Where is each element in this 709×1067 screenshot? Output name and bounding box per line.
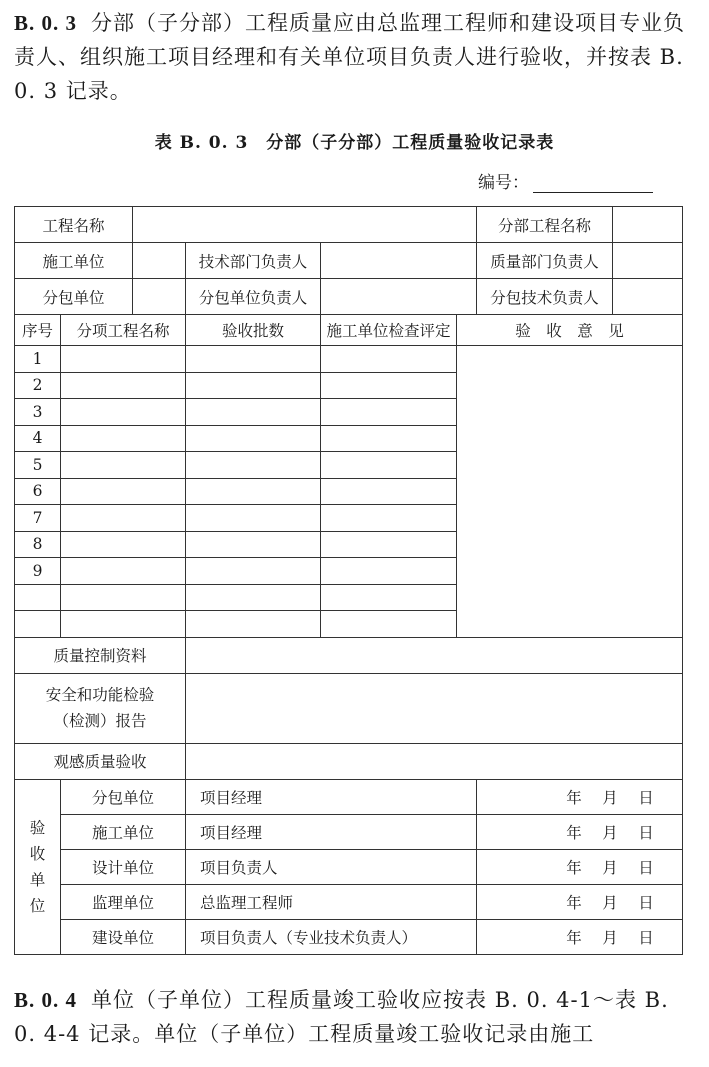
date-m-label: 月 [602,928,618,947]
quality-control-label: 质量控制资料 [15,637,186,673]
acceptance-label-char: 验 [29,818,46,837]
header-row-2 [15,243,683,279]
division-name-value [613,207,683,243]
subcontract-unit-label: 分包单位 [15,279,133,315]
acceptance-unit-name: 监理单位 [61,884,186,919]
intro-clause-number: B. 0. 3 [14,11,78,35]
item-eval-cell [321,452,457,479]
item-eval-cell [321,531,457,558]
item-seq: 4 [15,425,61,452]
item-batch-cell [186,346,321,373]
date-y-label: 年 [566,893,582,912]
intro-paragraph [14,6,697,108]
safety-label-line2: （检测）报告 [53,712,147,730]
table-title: 表 B. 0. 3 分部（子分部）工程质量验收记录表 [154,133,555,153]
safety-label-line1: 安全和功能检验 [45,686,155,704]
item-seq: 9 [15,558,61,585]
date-d-label: 日 [638,893,654,912]
item-seq: 7 [15,505,61,532]
date-y-label: 年 [566,858,582,877]
item-row [15,346,683,373]
subcontract-head-label: 分包单位负责人 [186,279,321,315]
appearance-value [186,743,683,779]
construction-unit-value [133,243,186,279]
item-name-cell [61,558,186,585]
acceptance-unit-name: 设计单位 [61,849,186,884]
col-item-name-header: 分项工程名称 [61,315,186,346]
acceptance-unit-name: 分包单位 [61,779,186,814]
col-check-eval-header: 施工单位检查评定 [321,315,457,346]
item-eval-cell [321,346,457,373]
date-y-label: 年 [566,928,582,947]
acceptance-row [15,849,683,884]
acceptance-unit-name: 施工单位 [61,814,186,849]
item-name-cell [61,372,186,399]
acceptance-row [15,814,683,849]
appearance-label: 观感质量验收 [15,743,186,779]
date-m-label: 月 [602,788,618,807]
item-name-cell [61,399,186,426]
item-name-cell [61,611,186,638]
construction-unit-label: 施工单位 [15,243,133,279]
intro-text: 分部（子分部）工程质量应由总监理工程师和建设项目专业负责人、组织施工项目经理和有关单位项目负责人进行验收，并按表 B. 0. 3 记录。 [14,11,686,103]
item-name-cell [61,478,186,505]
col-opinion-header: 验 收 意 见 [457,315,683,346]
quality-control-row [15,637,683,673]
item-name-cell [61,505,186,532]
item-name-cell [61,584,186,611]
opinion-cell [457,346,683,638]
col-seq-header: 序号 [15,315,61,346]
item-eval-cell [321,558,457,585]
date-m-label: 月 [602,893,618,912]
date-y-label: 年 [566,823,582,842]
date-m-label: 月 [602,823,618,842]
item-seq: 8 [15,531,61,558]
record-number-label: 编号： [478,173,529,193]
acceptance-person-role: 总监理工程师 [186,884,477,919]
date-d-label: 日 [638,858,654,877]
subcontract-tech-head-label: 分包技术负责人 [477,279,613,315]
tech-head-value [321,243,477,279]
subcontract-tech-head-value [613,279,683,315]
item-name-cell [61,531,186,558]
item-batch-cell [186,399,321,426]
acceptance-person-role: 项目负责人（专业技术负责人） [186,919,477,954]
item-batch-cell [186,452,321,479]
item-batch-cell [186,584,321,611]
item-batch-cell [186,611,321,638]
item-batch-cell [186,478,321,505]
acceptance-row [15,884,683,919]
division-name-label: 分部工程名称 [477,207,613,243]
acceptance-person-role: 项目经理 [186,779,477,814]
acceptance-person-role: 项目负责人 [186,849,477,884]
item-seq: 1 [15,346,61,373]
safety-function-label [15,673,186,743]
date-d-label: 日 [638,788,654,807]
item-eval-cell [321,505,457,532]
acceptance-date [477,849,683,884]
item-seq: 6 [15,478,61,505]
acceptance-label-char: 收 [29,844,46,863]
subcontract-unit-value [133,279,186,315]
quality-head-label: 质量部门负责人 [477,243,613,279]
safety-function-row [15,673,683,743]
item-name-cell [61,425,186,452]
quality-head-value [613,243,683,279]
outro-paragraph [14,983,697,1051]
acceptance-date [477,814,683,849]
item-batch-cell [186,531,321,558]
acceptance-row [15,779,683,814]
item-seq [15,611,61,638]
item-seq [15,584,61,611]
item-name-cell [61,346,186,373]
item-eval-cell [321,425,457,452]
header-row-1 [15,207,683,243]
item-eval-cell [321,399,457,426]
date-m-label: 月 [602,858,618,877]
item-batch-cell [186,558,321,585]
acceptance-date [477,884,683,919]
acceptance-row [15,919,683,954]
appearance-row [15,743,683,779]
record-number [478,168,653,193]
item-eval-cell [321,584,457,611]
item-batch-cell [186,425,321,452]
acceptance-unit-label [15,779,61,954]
acceptance-record-table [14,206,682,954]
record-number-blank [533,176,653,193]
tech-head-label: 技术部门负责人 [186,243,321,279]
date-y-label: 年 [566,788,582,807]
quality-control-value [186,637,683,673]
item-batch-cell [186,372,321,399]
item-batch-cell [186,505,321,532]
acceptance-date [477,919,683,954]
outro-text: 单位（子单位）工程质量竣工验收应按表 B. 0. 4-1～表 B. 0. 4-4 记录。单位（子单位）工程质量竣工验收记录由施工 [14,988,669,1046]
acceptance-unit-name: 建设单位 [61,919,186,954]
outro-clause-number: B. 0. 4 [14,988,78,1012]
date-d-label: 日 [638,823,654,842]
column-header-row [15,315,683,346]
date-d-label: 日 [638,928,654,947]
item-seq: 3 [15,399,61,426]
project-name-value [133,207,477,243]
item-eval-cell [321,372,457,399]
item-eval-cell [321,611,457,638]
header-row-3 [15,279,683,315]
item-seq: 2 [15,372,61,399]
subcontract-head-value [321,279,477,315]
acceptance-label-char: 单 [29,870,46,889]
acceptance-person-role: 项目经理 [186,814,477,849]
safety-function-value [186,673,683,743]
item-seq: 5 [15,452,61,479]
col-batch-count-header: 验收批数 [186,315,321,346]
acceptance-label-char: 位 [29,896,46,915]
project-name-label: 工程名称 [15,207,133,243]
item-eval-cell [321,478,457,505]
item-name-cell [61,452,186,479]
acceptance-date [477,779,683,814]
